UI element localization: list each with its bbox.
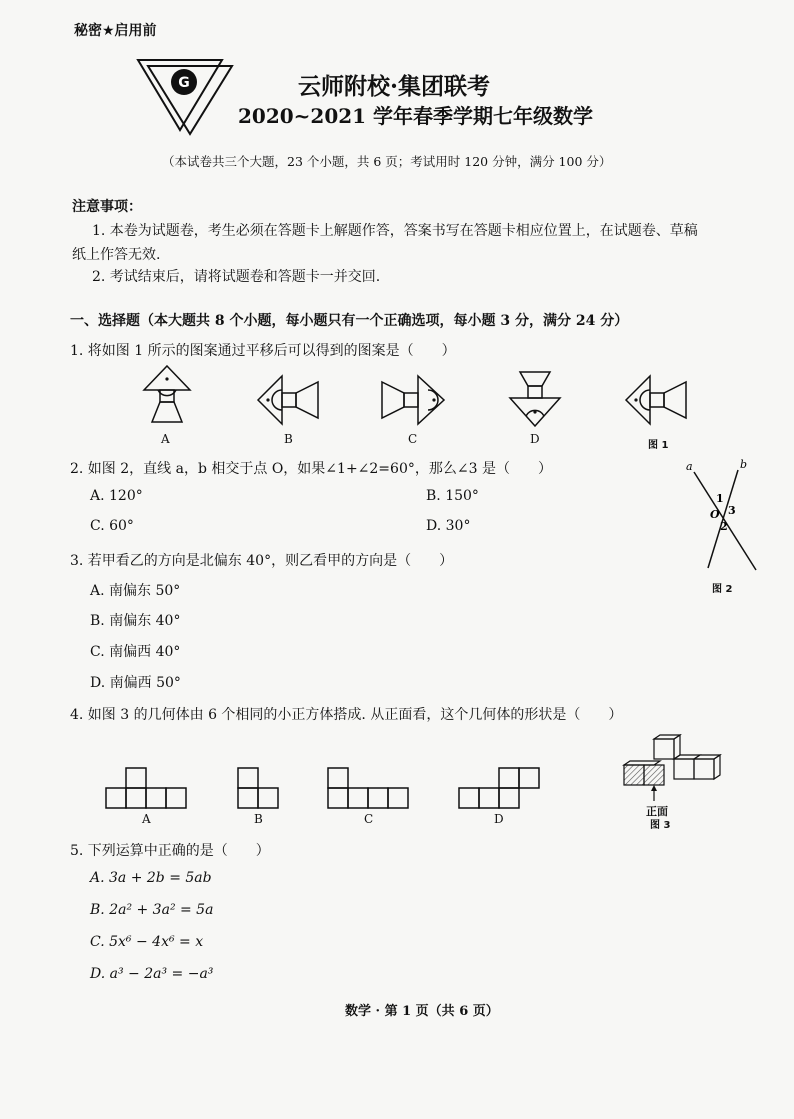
q4-stem: 4. 如图 3 的几何体由 6 个相同的小正方体搭成. 从正面看，这个几何体的形状是（ ） — [70, 707, 623, 723]
q1-figure-label: 图 1 — [648, 440, 669, 451]
page-footer: 数学 · 第 1 页（共 6 页） — [345, 1004, 499, 1019]
q2-line-a-label: a — [686, 460, 693, 473]
q2-point-o-label: O — [710, 508, 720, 521]
q2-figure-label: 图 2 — [712, 584, 733, 595]
q2-line-b-label: b — [740, 458, 748, 471]
confidential-label: 秘密★启用前 — [74, 23, 157, 39]
q1-figure1 — [620, 370, 700, 430]
school-title: 云师附校·集团联考 — [298, 73, 491, 100]
exam-title: 2020~2021 学年春季学期七年级数学 — [238, 104, 594, 128]
q1-shape-a — [132, 360, 202, 430]
q5-stem: 5. 下列运算中正确的是（ ） — [70, 843, 270, 859]
q3-option-d: D. 南偏西 50° — [90, 675, 181, 691]
q2-option-d: D. 30° — [426, 518, 471, 534]
q2-figure2 — [680, 458, 770, 578]
q2-angle1-label: 1 — [716, 492, 724, 505]
svg-text:G: G — [178, 75, 190, 91]
notes-heading: 注意事项： — [72, 199, 142, 215]
notes-item1-line1: 1. 本卷为试题卷，考生必须在答题卡上解题作答，答案书写在答题卡相应位置上，在试题卷、草稿 — [92, 223, 698, 239]
q2-option-c: C. 60° — [90, 518, 134, 534]
q5-option-c: C. 5x⁶ − 4x⁶ = x — [90, 934, 204, 950]
q2-option-a: A. 120° — [90, 488, 143, 504]
q4-label-d: D — [494, 812, 504, 826]
q4-option-c-view — [327, 767, 409, 809]
q4-option-b-view — [237, 767, 279, 809]
section1-heading: 一、选择题（本大题共 8 个小题，每小题只有一个正确选项，每小题 3 分，满分 24 分） — [70, 313, 629, 329]
q2-stem: 2. 如图 2，直线 a，b 相交于点 O，如果∠1+∠2=60°，那么∠3 是（ ） — [70, 461, 552, 477]
q1-shape-d — [500, 366, 570, 436]
school-logo — [136, 54, 236, 134]
q2-angle3-label: 3 — [728, 504, 736, 517]
q1-label-a: A — [161, 432, 170, 446]
notes-item2: 2. 考试结束后，请将试题卷和答题卡一并交回. — [92, 269, 381, 285]
q5-option-b: B. 2a² + 3a² = 5a — [90, 902, 214, 918]
q1-shape-b — [252, 370, 332, 430]
q4-label-b: B — [254, 812, 263, 826]
q3-option-a: A. 南偏东 50° — [90, 583, 181, 599]
q2-angle2-label: 2 — [720, 520, 728, 533]
q3-option-c: C. 南偏西 40° — [90, 644, 181, 660]
notes-item1-line2: 纸上作答无效. — [72, 247, 161, 263]
q2-option-b: B. 150° — [426, 488, 479, 504]
q1-label-d: D — [530, 432, 540, 446]
q3-option-b: B. 南偏东 40° — [90, 613, 181, 629]
q4-label-c: C — [364, 812, 374, 826]
q1-label-b: B — [284, 432, 293, 446]
q3-stem: 3. 若甲看乙的方向是北偏东 40°，则乙看甲的方向是（ ） — [70, 553, 454, 569]
q1-stem: 1. 将如图 1 所示的图案通过平移后可以得到的图案是（ ） — [70, 343, 456, 359]
q5-option-a: A. 3a + 2b = 5ab — [90, 870, 212, 886]
q5-option-d: D. a³ − 2a³ = −a³ — [90, 966, 214, 982]
q4-front-label: 正面 — [646, 805, 668, 818]
q1-label-c: C — [408, 432, 418, 446]
exam-info: （本试卷共三个大题，23 个小题，共 6 页；考试用时 120 分钟，满分 100 分） — [162, 154, 612, 169]
q4-figure-label: 图 3 — [650, 820, 671, 831]
q4-option-a-view — [105, 767, 187, 809]
q4-label-a: A — [142, 812, 151, 826]
q4-option-d-view — [458, 767, 540, 809]
q1-shape-c — [376, 370, 456, 430]
q4-figure3 — [620, 733, 730, 808]
